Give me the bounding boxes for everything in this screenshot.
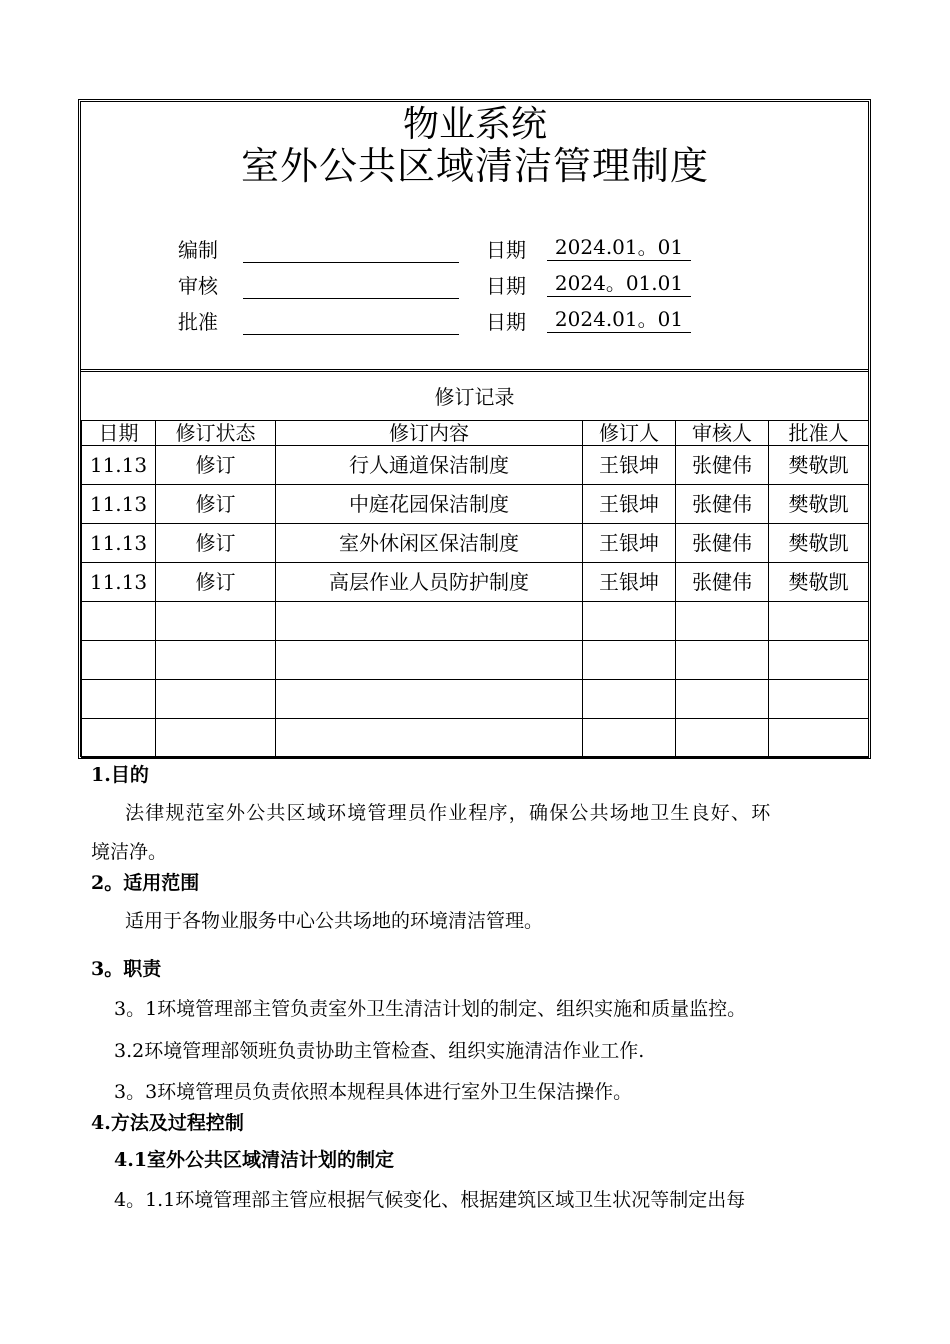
cell-approver (769, 602, 869, 641)
cell-approver: 樊敬凯 (769, 524, 869, 563)
cell-status: 修订 (156, 563, 276, 602)
section-1-text-line1: 法律规范室外公共区域环境管理员作业程序，确保公共场地卫生良好、环 (125, 802, 772, 824)
section-2-text: 适用于各物业服务中心公共场地的环境清洁管理。 (125, 910, 544, 932)
cell-approver: 樊敬凯 (769, 485, 869, 524)
cell-reviser: 王银坤 (583, 563, 676, 602)
cell-content (276, 602, 583, 641)
cell-reviser (583, 680, 676, 719)
cell-status (156, 719, 276, 758)
signoff-label-review: 审核 (178, 274, 218, 298)
cell-reviser: 王银坤 (583, 446, 676, 485)
cell-approver: 樊敬凯 (769, 563, 869, 602)
column-header-reviewer: 审核人 (676, 421, 769, 446)
table-row (82, 680, 869, 719)
cell-content (276, 719, 583, 758)
section-3-heading: 3。职责 (91, 958, 162, 980)
table-row (82, 602, 869, 641)
document-title-line2: 室外公共区域清洁管理制度 (240, 144, 709, 188)
cell-date (82, 641, 156, 680)
signoff-line-review (243, 298, 459, 299)
cell-reviser (583, 641, 676, 680)
table-row (82, 563, 869, 602)
cell-reviser: 王银坤 (583, 485, 676, 524)
table-row (82, 485, 869, 524)
signoff-date-approve: 2024.01。01 (547, 306, 691, 333)
section-4-heading: 4.方法及过程控制 (91, 1112, 244, 1134)
cell-date: 11.13 (82, 524, 156, 563)
signoff-line-compile (243, 262, 459, 263)
cell-date: 11.13 (82, 485, 156, 524)
table-row (82, 524, 869, 563)
cell-date: 11.13 (82, 563, 156, 602)
section-3-item-3: 3。3环境管理员负责依照本规程具体进行室外卫生保洁操作。 (114, 1081, 633, 1103)
section-divider (81, 369, 868, 372)
signoff-date-review: 2024。01.01 (547, 270, 691, 297)
table-row (82, 719, 869, 758)
cell-content: 中庭花园保洁制度 (276, 485, 583, 524)
signoff-label-compile: 编制 (178, 238, 218, 262)
section-3-item-1: 3。1环境管理部主管负责室外卫生清洁计划的制定、组织实施和质量监控。 (114, 998, 747, 1020)
cell-content: 行人通道保洁制度 (276, 446, 583, 485)
cell-approver (769, 719, 869, 758)
cell-status: 修订 (156, 485, 276, 524)
cell-date (82, 680, 156, 719)
column-header-date: 日期 (82, 421, 156, 446)
section-1-heading: 1.目的 (91, 764, 149, 786)
revision-record-title: 修订记录 (434, 385, 515, 409)
cell-status: 修订 (156, 446, 276, 485)
cell-status (156, 641, 276, 680)
cell-status (156, 680, 276, 719)
section-3-item-2: 3.2环境管理部领班负责协助主管检查、组织实施清洁作业工作. (114, 1040, 645, 1062)
table-row (82, 641, 869, 680)
cell-date: 11.13 (82, 446, 156, 485)
cell-approver (769, 641, 869, 680)
cell-content: 室外休闲区保洁制度 (276, 524, 583, 563)
cell-content: 高层作业人员防护制度 (276, 563, 583, 602)
revision-table (81, 420, 869, 758)
cell-approver: 樊敬凯 (769, 446, 869, 485)
section-2-heading: 2。适用范围 (91, 872, 200, 894)
cell-reviewer (676, 680, 769, 719)
cell-content (276, 680, 583, 719)
cell-reviewer: 张健伟 (676, 563, 769, 602)
cell-reviewer: 张健伟 (676, 446, 769, 485)
document-title-line1: 物业系统 (402, 104, 547, 145)
cell-content (276, 641, 583, 680)
table-row (82, 446, 869, 485)
signoff-line-approve (243, 334, 459, 335)
signoff-date-label-compile: 日期 (486, 238, 526, 262)
cell-status: 修订 (156, 524, 276, 563)
revision-table-header (82, 421, 869, 446)
signoff-date-compile: 2024.01。01 (547, 234, 691, 261)
cell-reviewer: 张健伟 (676, 524, 769, 563)
signoff-label-approve: 批准 (178, 310, 218, 334)
cell-reviewer (676, 602, 769, 641)
cell-date (82, 719, 156, 758)
cell-reviser: 王银坤 (583, 524, 676, 563)
column-header-reviser: 修订人 (583, 421, 676, 446)
signoff-date-label-approve: 日期 (486, 310, 526, 334)
signoff-date-label-review: 日期 (486, 274, 526, 298)
cell-approver (769, 680, 869, 719)
section-4-1-heading: 4.1室外公共区域清洁计划的制定 (114, 1149, 395, 1171)
cell-reviewer (676, 719, 769, 758)
cell-reviser (583, 602, 676, 641)
cell-reviser (583, 719, 676, 758)
section-4-1-1-text: 4。1.1环境管理部主管应根据气候变化、根据建筑区域卫生状况等制定出每 (114, 1189, 746, 1211)
column-header-approver: 批准人 (769, 421, 869, 446)
cell-date (82, 602, 156, 641)
section-1-text-line2: 境洁净。 (91, 841, 168, 863)
cell-reviewer (676, 641, 769, 680)
cell-reviewer: 张健伟 (676, 485, 769, 524)
column-header-status: 修订状态 (156, 421, 276, 446)
cell-status (156, 602, 276, 641)
column-header-content: 修订内容 (276, 421, 583, 446)
